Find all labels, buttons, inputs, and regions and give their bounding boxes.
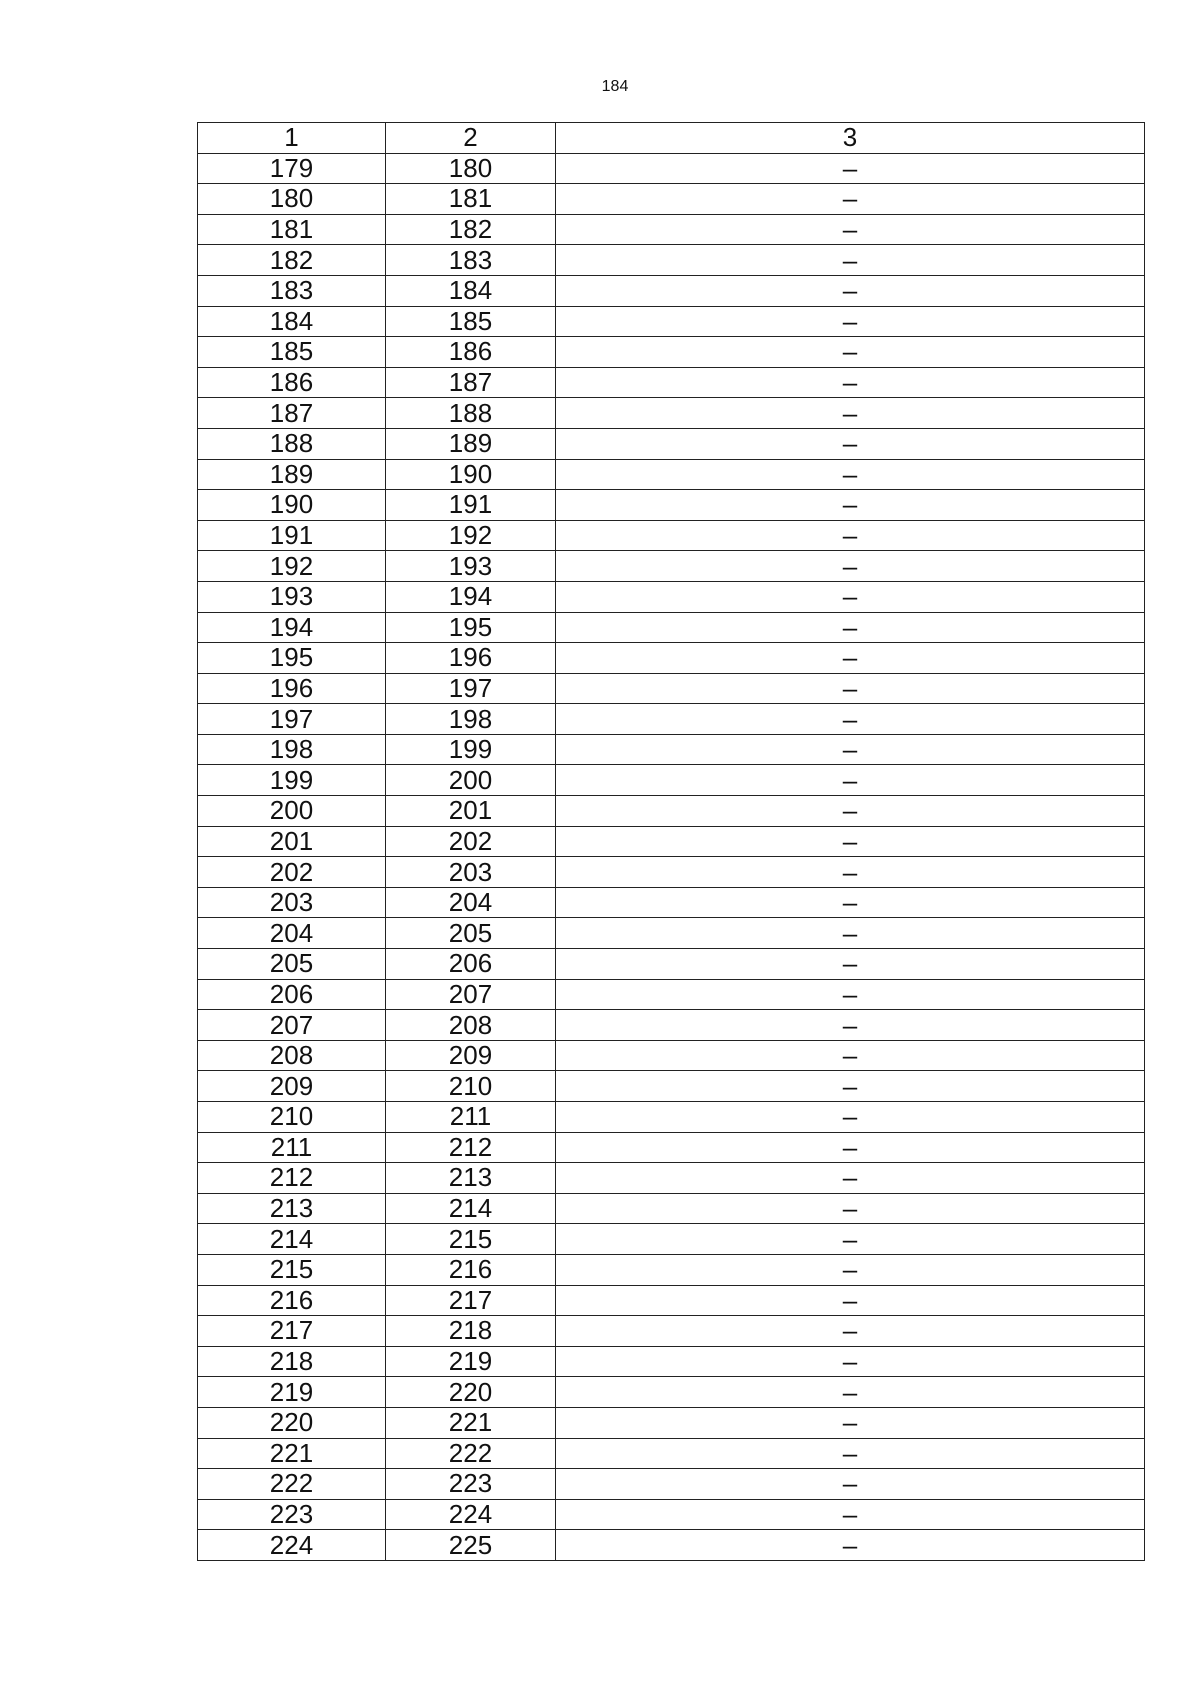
table-cell-col3: – <box>556 704 1145 735</box>
table-cell-col1: 200 <box>198 796 386 827</box>
table-cell-col2: 217 <box>386 1285 556 1316</box>
table-body <box>198 123 1145 1561</box>
table-cell-col3: – <box>556 918 1145 949</box>
table-row <box>198 1407 1145 1438</box>
table-row <box>198 367 1145 398</box>
table-cell-col1: 208 <box>198 1040 386 1071</box>
table-row <box>198 398 1145 429</box>
table-cell-col3: – <box>556 1010 1145 1041</box>
table-cell-col2: 195 <box>386 612 556 643</box>
table-cell-col2: 200 <box>386 765 556 796</box>
table-cell-col1: 184 <box>198 306 386 337</box>
table-cell-col3: – <box>556 214 1145 245</box>
table-cell-col1: 186 <box>198 367 386 398</box>
table-row <box>198 306 1145 337</box>
table-cell-col2: 223 <box>386 1469 556 1500</box>
table-row <box>198 581 1145 612</box>
table-cell-col2: 207 <box>386 979 556 1010</box>
table-cell-col3: – <box>556 796 1145 827</box>
table-cell-col2: 198 <box>386 704 556 735</box>
table-cell-col3: – <box>556 826 1145 857</box>
table-cell-col3: – <box>556 153 1145 184</box>
table-cell-col3: – <box>556 1346 1145 1377</box>
table-row <box>198 1071 1145 1102</box>
table-cell-col2: 199 <box>386 734 556 765</box>
table-cell-col1: 182 <box>198 245 386 276</box>
table-cell-col1: 181 <box>198 214 386 245</box>
table-cell-col3: – <box>556 367 1145 398</box>
table-cell-col2: 204 <box>386 887 556 918</box>
table-cell-col1: 180 <box>198 184 386 215</box>
table-cell-col1: 203 <box>198 887 386 918</box>
table-row <box>198 337 1145 368</box>
table-cell-col2: 180 <box>386 153 556 184</box>
table-cell-col3: – <box>556 734 1145 765</box>
table-row <box>198 826 1145 857</box>
table-cell-col2: 191 <box>386 490 556 521</box>
table-cell-col1: 210 <box>198 1102 386 1133</box>
table-cell-col2: 209 <box>386 1040 556 1071</box>
table-cell-col2: 182 <box>386 214 556 245</box>
table-cell-col2: 206 <box>386 949 556 980</box>
table-cell-col3: – <box>556 490 1145 521</box>
table-cell-col1: 207 <box>198 1010 386 1041</box>
table-cell-col3: – <box>556 337 1145 368</box>
table-cell-col1: 179 <box>198 153 386 184</box>
table-cell-col2: 216 <box>386 1254 556 1285</box>
table-row <box>198 184 1145 215</box>
table-row <box>198 796 1145 827</box>
table-row <box>198 1040 1145 1071</box>
table-cell-col3: – <box>556 1132 1145 1163</box>
table-row <box>198 459 1145 490</box>
table-cell-col3: – <box>556 1499 1145 1530</box>
table-cell-col2: 202 <box>386 826 556 857</box>
table-row <box>198 490 1145 521</box>
table-cell-col3: – <box>556 1102 1145 1133</box>
table-cell-col1: 215 <box>198 1254 386 1285</box>
table-cell-col1: 187 <box>198 398 386 429</box>
table-header-row <box>198 123 1145 154</box>
table-cell-col3: – <box>556 1316 1145 1347</box>
table-row <box>198 1346 1145 1377</box>
table-cell-col3: – <box>556 765 1145 796</box>
table-row <box>198 1163 1145 1194</box>
table-cell-col1: 189 <box>198 459 386 490</box>
table-row <box>198 979 1145 1010</box>
table-cell-col1: 204 <box>198 918 386 949</box>
table-cell-col2: 193 <box>386 551 556 582</box>
table-cell-col1: 201 <box>198 826 386 857</box>
table-row <box>198 1316 1145 1347</box>
table-cell-col3: – <box>556 1285 1145 1316</box>
table-cell-col3: – <box>556 551 1145 582</box>
table-cell-col2: 188 <box>386 398 556 429</box>
table-cell-col2: 224 <box>386 1499 556 1530</box>
header-cell-2: 2 <box>386 123 556 154</box>
table-cell-col3: – <box>556 1407 1145 1438</box>
table-cell-col3: – <box>556 1530 1145 1561</box>
table-cell-col1: 216 <box>198 1285 386 1316</box>
table-row <box>198 153 1145 184</box>
table-cell-col1: 190 <box>198 490 386 521</box>
table-cell-col2: 203 <box>386 857 556 888</box>
table-cell-col2: 215 <box>386 1224 556 1255</box>
table-cell-col1: 198 <box>198 734 386 765</box>
table-row <box>198 1010 1145 1041</box>
table-cell-col1: 209 <box>198 1071 386 1102</box>
table-cell-col1: 222 <box>198 1469 386 1500</box>
table-cell-col3: – <box>556 1040 1145 1071</box>
table-row <box>198 949 1145 980</box>
table-cell-col2: 222 <box>386 1438 556 1469</box>
table-cell-col3: – <box>556 673 1145 704</box>
table-row <box>198 1377 1145 1408</box>
table-cell-col3: – <box>556 857 1145 888</box>
table-row <box>198 1254 1145 1285</box>
table-row <box>198 214 1145 245</box>
table-cell-col1: 220 <box>198 1407 386 1438</box>
table-cell-col3: – <box>556 1193 1145 1224</box>
table-cell-col2: 187 <box>386 367 556 398</box>
table-cell-col1: 214 <box>198 1224 386 1255</box>
table-cell-col2: 210 <box>386 1071 556 1102</box>
table-cell-col3: – <box>556 520 1145 551</box>
table-cell-col3: – <box>556 979 1145 1010</box>
table-cell-col2: 205 <box>386 918 556 949</box>
table-cell-col2: 221 <box>386 1407 556 1438</box>
table-cell-col3: – <box>556 184 1145 215</box>
table-row <box>198 1469 1145 1500</box>
table-cell-col2: 196 <box>386 643 556 674</box>
table-cell-col1: 192 <box>198 551 386 582</box>
table-cell-col3: – <box>556 398 1145 429</box>
table-cell-col2: 194 <box>386 581 556 612</box>
table-cell-col2: 211 <box>386 1102 556 1133</box>
page-number: 184 <box>601 78 629 95</box>
table-cell-col1: 221 <box>198 1438 386 1469</box>
table-row <box>198 765 1145 796</box>
table-cell-col1: 191 <box>198 520 386 551</box>
table-cell-col1: 185 <box>198 337 386 368</box>
table-cell-col3: – <box>556 1071 1145 1102</box>
table-cell-col2: 186 <box>386 337 556 368</box>
table-row <box>198 673 1145 704</box>
table-cell-col2: 189 <box>386 428 556 459</box>
table-cell-col1: 194 <box>198 612 386 643</box>
table-cell-col2: 225 <box>386 1530 556 1561</box>
table-cell-col2: 183 <box>386 245 556 276</box>
table-cell-col2: 185 <box>386 306 556 337</box>
table-cell-col1: 211 <box>198 1132 386 1163</box>
table-cell-col3: – <box>556 949 1145 980</box>
table-cell-col1: 193 <box>198 581 386 612</box>
table-cell-col1: 202 <box>198 857 386 888</box>
table-cell-col1: 217 <box>198 1316 386 1347</box>
table-cell-col2: 197 <box>386 673 556 704</box>
table-cell-col3: – <box>556 643 1145 674</box>
table-cell-col3: – <box>556 1163 1145 1194</box>
table-cell-col3: – <box>556 245 1145 276</box>
table-row <box>198 275 1145 306</box>
table-row <box>198 245 1145 276</box>
table-cell-col2: 190 <box>386 459 556 490</box>
table-cell-col3: – <box>556 1254 1145 1285</box>
data-table <box>197 122 1145 1561</box>
table-cell-col3: – <box>556 428 1145 459</box>
table-row <box>198 428 1145 459</box>
table-cell-col2: 184 <box>386 275 556 306</box>
table-cell-col1: 223 <box>198 1499 386 1530</box>
table-row <box>198 1193 1145 1224</box>
table-cell-col3: – <box>556 612 1145 643</box>
table-row <box>198 643 1145 674</box>
table-row <box>198 1499 1145 1530</box>
table-cell-col2: 192 <box>386 520 556 551</box>
table-cell-col3: – <box>556 1377 1145 1408</box>
table-cell-col3: – <box>556 887 1145 918</box>
table-row <box>198 918 1145 949</box>
table-cell-col1: 213 <box>198 1193 386 1224</box>
table-cell-col2: 201 <box>386 796 556 827</box>
table-cell-col1: 206 <box>198 979 386 1010</box>
header-cell-1: 1 <box>198 123 386 154</box>
table-cell-col3: – <box>556 459 1145 490</box>
table-row <box>198 1102 1145 1133</box>
table-cell-col3: – <box>556 306 1145 337</box>
table-cell-col2: 213 <box>386 1163 556 1194</box>
table-row <box>198 1438 1145 1469</box>
table-row <box>198 857 1145 888</box>
table-row <box>198 1285 1145 1316</box>
table-cell-col1: 196 <box>198 673 386 704</box>
table-cell-col1: 224 <box>198 1530 386 1561</box>
table-row <box>198 887 1145 918</box>
table-cell-col1: 212 <box>198 1163 386 1194</box>
table-row <box>198 520 1145 551</box>
table-cell-col2: 181 <box>386 184 556 215</box>
table-cell-col3: – <box>556 1469 1145 1500</box>
table-row <box>198 734 1145 765</box>
table-cell-col1: 188 <box>198 428 386 459</box>
table-cell-col1: 197 <box>198 704 386 735</box>
table-row <box>198 1224 1145 1255</box>
table-cell-col1: 195 <box>198 643 386 674</box>
table-cell-col3: – <box>556 1224 1145 1255</box>
table-cell-col2: 218 <box>386 1316 556 1347</box>
table-cell-col3: – <box>556 275 1145 306</box>
table-cell-col2: 208 <box>386 1010 556 1041</box>
table-row <box>198 1530 1145 1561</box>
header-cell-3: 3 <box>556 123 1145 154</box>
table-cell-col2: 219 <box>386 1346 556 1377</box>
table-cell-col3: – <box>556 581 1145 612</box>
table-cell-col1: 219 <box>198 1377 386 1408</box>
table-row <box>198 551 1145 582</box>
table-cell-col1: 218 <box>198 1346 386 1377</box>
table-cell-col2: 212 <box>386 1132 556 1163</box>
table-row <box>198 704 1145 735</box>
table-cell-col2: 214 <box>386 1193 556 1224</box>
table-cell-col1: 183 <box>198 275 386 306</box>
table-row <box>198 612 1145 643</box>
table-cell-col2: 220 <box>386 1377 556 1408</box>
table-cell-col1: 205 <box>198 949 386 980</box>
table-cell-col1: 199 <box>198 765 386 796</box>
table-row <box>198 1132 1145 1163</box>
table-cell-col3: – <box>556 1438 1145 1469</box>
